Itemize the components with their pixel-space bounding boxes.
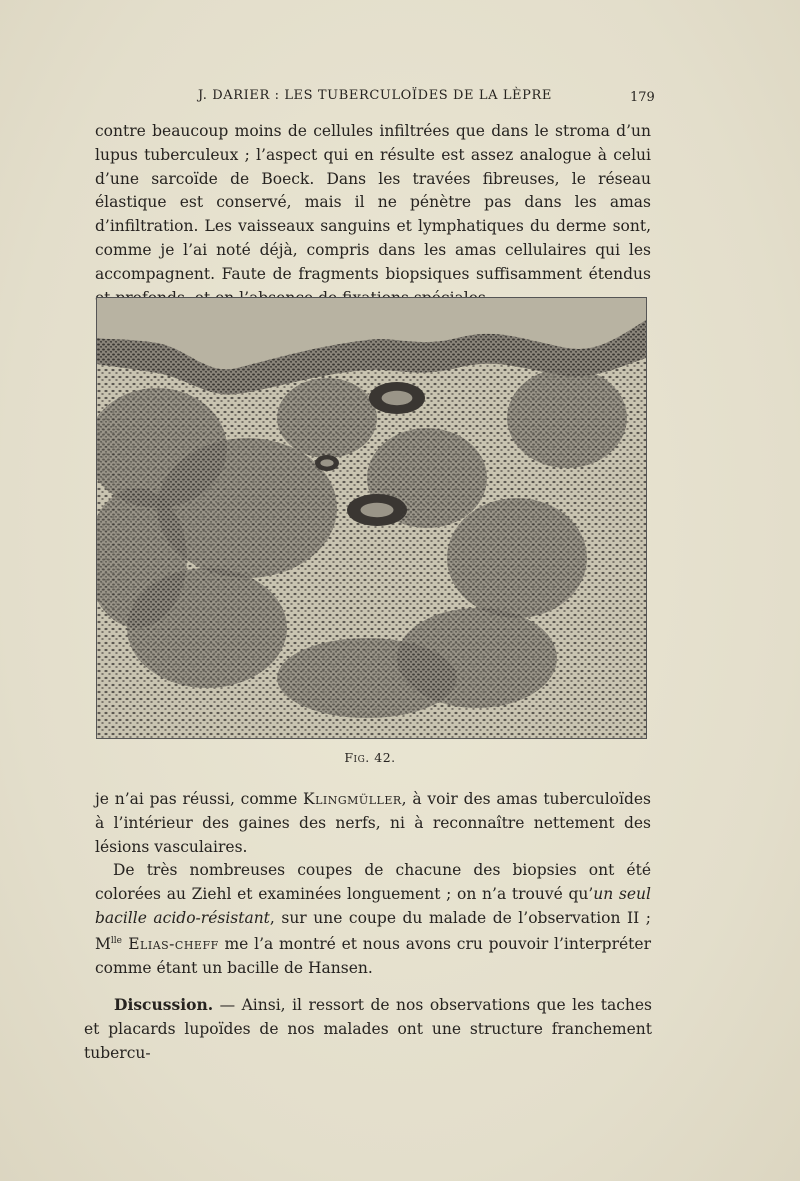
cell-cluster xyxy=(447,498,587,618)
paragraph-3-text-c: me l’a montré et nous avons cru pouvoir l’interpréter comme étant un bacille de Hansen. xyxy=(95,935,651,978)
figure-histology xyxy=(96,297,647,739)
paragraph-2-text-b: , à voir des amas tuberculoïdes à l’intérieur des gaines des nerfs, ni à reconnaître nettement des lésions vasculaires. xyxy=(95,790,651,856)
paragraph-1: contre beaucoup moins de cellules infiltrées que dans le stroma d’un lupus tuberculeux ; l’aspect qui en résulte est assez analogue à celui d’une sarcoïde de Boeck. Dans les travées fibreuses, le réseau élastique est conservé, mais il ne pénètre pas dans les amas d’infiltration. Les vaisseaux sanguins et lymphatiques du derme sont, comme je l’ai noté déjà, compris dans les amas cellulaires qui les accompagnent. Faute de fragments biopsiques suffisamment étendus xyxy=(95,122,651,283)
discussion-heading: Discussion. xyxy=(114,995,214,1014)
cell-cluster xyxy=(507,368,627,468)
paragraph-4 xyxy=(84,993,652,1065)
paragraph-3 xyxy=(95,859,651,981)
cell-cluster xyxy=(397,608,557,708)
cell-cluster xyxy=(277,378,377,458)
paragraph-3-text-a: De très nombreuses coupes de chacune des biopsies ont été colorées au Ziehl et examinées longuement ; on n’a trouvé qu’ xyxy=(95,861,651,903)
paragraph-2 xyxy=(95,788,651,859)
paragraph-2-text-a: je n’ai pas réussi, comme xyxy=(95,790,304,808)
histology-illustration xyxy=(97,298,646,738)
paragraph-3-sup: lle xyxy=(110,936,122,947)
paragraph-4-text: — Ainsi, il ressort de nos observations que les taches et placards lupoïdes de nos malades ont une structure franchement tubercu- xyxy=(84,996,652,1062)
vessel-lumen xyxy=(382,391,413,405)
running-head: J. DARIER : LES TUBERCULOÏDES DE LA LÈPRE xyxy=(198,88,552,103)
paragraph-3-italic: un seul bacille acido-résistant xyxy=(95,884,652,927)
author-name-klingmuller: Klingmüller xyxy=(303,790,402,808)
vessel-lumen xyxy=(361,503,394,517)
vessel-lumen xyxy=(320,459,333,466)
figure-caption: Fig. 42. xyxy=(344,750,396,765)
author-name-eliascheff: Elias-cheff xyxy=(121,935,219,954)
paragraph-3-text-b: , sur une coupe du malade de l’observation II ; M xyxy=(95,908,651,954)
page-number: 179 xyxy=(630,90,655,105)
